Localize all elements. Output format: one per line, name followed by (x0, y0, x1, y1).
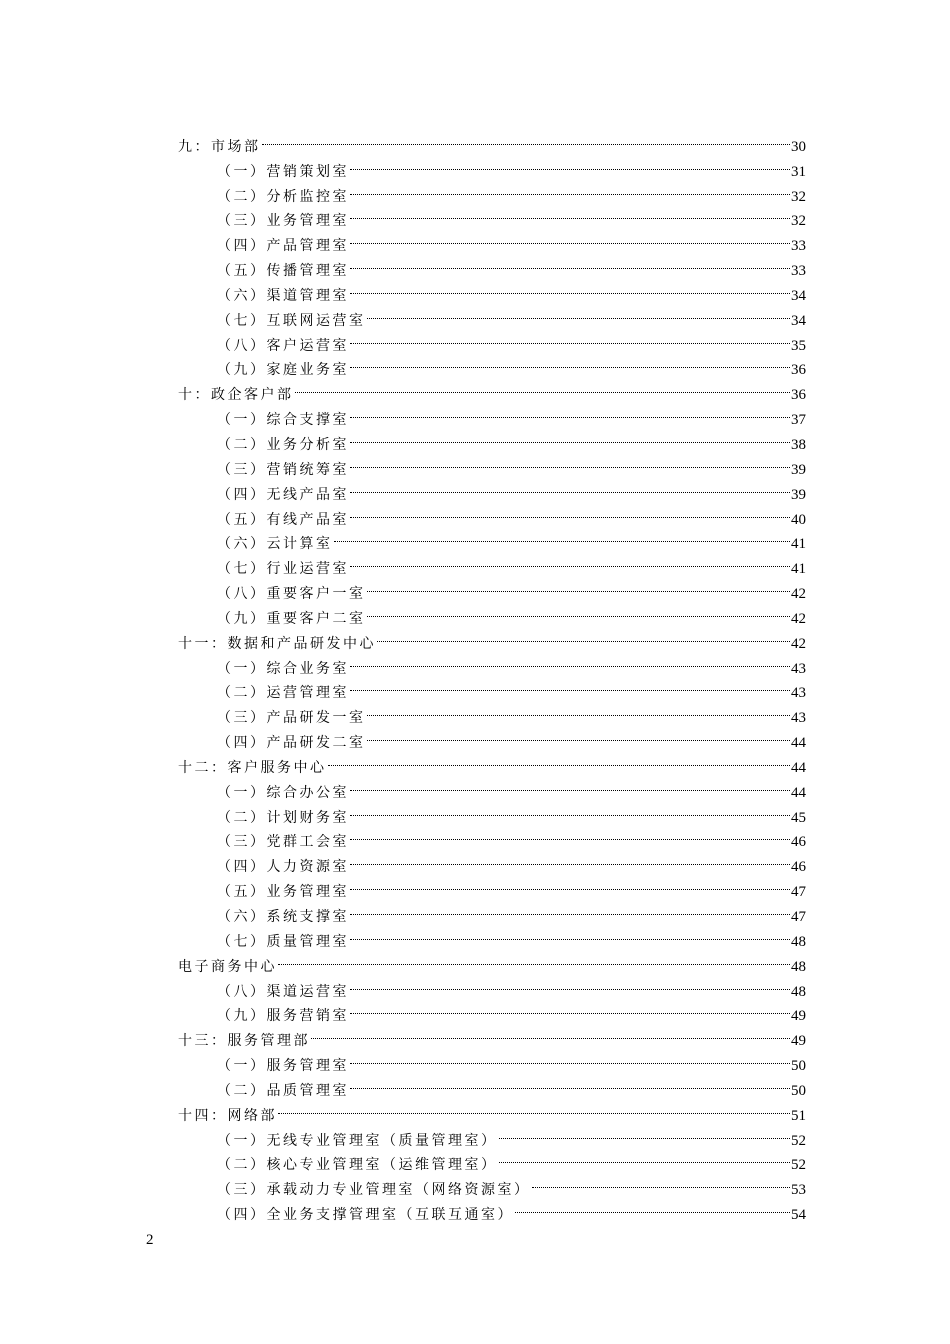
toc-entry-label: （六）渠道管理室 (217, 287, 349, 304)
toc-entry-label: （二）品质管理室 (217, 1082, 349, 1099)
toc-entry-page-number: 51 (791, 1107, 806, 1124)
toc-entry-label: （三）业务管理室 (217, 213, 349, 230)
toc-entry-label: （六）系统支撑室 (217, 909, 349, 925)
toc-dot-leader (350, 424, 790, 449)
toc-dot-leader (350, 151, 790, 176)
toc-dot-leader (350, 921, 790, 946)
toc-entry-label: （七）质量管理室 (217, 933, 349, 950)
toc-entry-label: 十二：客户服务中心 (178, 759, 327, 776)
toc-dot-leader (350, 673, 790, 698)
toc-entry-label: （一）无线专业管理室（质量管理室） (217, 1132, 498, 1149)
toc-entry-label: （一）综合业务室 (217, 660, 349, 677)
toc-entry-page-number: 38 (791, 436, 806, 453)
toc-entry-page-number: 50 (791, 1082, 806, 1099)
toc-entry-label: （二）计划财务室 (217, 809, 349, 826)
toc-dot-leader (377, 623, 790, 648)
toc-entry-label: 十：政企客户部 (178, 387, 294, 404)
toc-dot-leader (350, 499, 790, 524)
toc-entry-label: 十三：服务管理部 (178, 1033, 310, 1050)
toc-entry-page-number: 31 (791, 163, 806, 180)
toc-entry-label: （七）互联网运营室 (217, 312, 366, 329)
toc-dot-leader (350, 871, 790, 896)
toc-entry-page-number: 43 (791, 685, 806, 702)
toc-entry-page-number: 44 (791, 759, 806, 776)
toc-entry-label: （七）行业运营室 (217, 561, 349, 578)
toc-subsection-entry[interactable] (178, 151, 806, 180)
toc-dot-leader (350, 1070, 790, 1095)
toc-entry-label: （九）服务营销室 (217, 1008, 349, 1025)
toc-entry-page-number: 36 (791, 387, 806, 404)
toc-entry-label: （二）分析监控室 (217, 188, 349, 205)
toc-entry-page-number: 39 (791, 486, 806, 503)
toc-dot-leader (367, 573, 791, 598)
toc-dot-leader (278, 946, 790, 971)
toc-entry-label: 九：市场部 (178, 138, 261, 155)
toc-dot-leader (350, 325, 790, 350)
toc-dot-leader (350, 275, 790, 300)
toc-entry-label: （一）综合支撑室 (217, 412, 349, 429)
toc-dot-leader (350, 648, 790, 673)
toc-entry-page-number: 48 (791, 983, 806, 1000)
toc-entry-label: （四）产品研发二室 (217, 735, 366, 752)
toc-entry-label: （四）全业务支撑管理室（互联互通室） (217, 1207, 514, 1224)
toc-entry-page-number: 37 (791, 412, 806, 429)
toc-entry-label: （二）核心专业管理室（运维管理室） (217, 1157, 498, 1174)
toc-dot-leader (350, 1045, 790, 1070)
toc-entry-label: （二）业务分析室 (217, 436, 349, 453)
toc-entry-label: （五）业务管理室 (217, 884, 349, 901)
toc-entry-page-number: 46 (791, 859, 806, 876)
toc-entry-page-number: 42 (791, 610, 806, 627)
toc-entry-label: （一）营销策划室 (217, 163, 349, 180)
toc-entry-page-number: 34 (791, 312, 806, 329)
toc-entry-page-number: 42 (791, 635, 806, 652)
toc-dot-leader (350, 399, 790, 424)
toc-entry-page-number: 41 (791, 561, 806, 578)
toc-entry-page-number: 52 (791, 1132, 806, 1149)
toc-dot-leader (499, 1120, 791, 1145)
toc-dot-leader (311, 1020, 790, 1045)
toc-entry-page-number: 32 (791, 188, 806, 205)
toc-entry-label: （八）客户运营室 (217, 337, 349, 354)
toc-entry-page-number: 34 (791, 287, 806, 304)
toc-entry-label: （八）渠道运营室 (217, 983, 349, 1000)
toc-dot-leader (350, 971, 790, 996)
toc-entry-page-number: 35 (791, 337, 806, 354)
toc-entry-label: 电子商务中心 (178, 958, 277, 975)
toc-entry-page-number: 39 (791, 461, 806, 478)
toc-entry-page-number: 48 (791, 958, 806, 975)
toc-dot-leader (295, 374, 791, 399)
toc-dot-leader (350, 822, 790, 847)
toc-dot-leader (328, 747, 791, 772)
toc-entry-label: （三）产品研发一室 (217, 710, 366, 727)
toc-dot-leader (515, 1194, 790, 1219)
toc-dot-leader (350, 176, 790, 201)
toc-dot-leader (262, 126, 791, 151)
toc-dot-leader (350, 225, 790, 250)
toc-entry-page-number: 46 (791, 834, 806, 851)
toc-entry-label: （三）承载动力专业管理室（网络资源室） (217, 1182, 531, 1199)
toc-dot-leader (367, 722, 791, 747)
toc-dot-leader (367, 598, 791, 623)
toc-entry-page-number: 53 (791, 1182, 806, 1199)
toc-entry-page-number: 42 (791, 586, 806, 603)
toc-entry-label: （二）运营管理室 (217, 685, 349, 702)
toc-entry-label: （四）产品管理室 (217, 238, 349, 255)
toc-entry-page-number: 48 (791, 933, 806, 950)
toc-entry-label: 十一：数据和产品研发中心 (178, 635, 376, 652)
toc-entry-label: （九）重要客户二室 (217, 610, 366, 627)
toc-entry-label: （九）家庭业务室 (217, 362, 349, 379)
toc-entry-page-number: 40 (791, 511, 806, 528)
page-number: 2 (146, 1232, 154, 1248)
toc-entry-label: （五）传播管理室 (217, 263, 349, 280)
toc-entry-page-number: 44 (791, 784, 806, 801)
toc-entry-label: （六）云计算室 (217, 536, 333, 553)
toc-entry-page-number: 36 (791, 362, 806, 379)
toc-entry-page-number: 44 (791, 735, 806, 752)
toc-dot-leader (278, 1095, 790, 1120)
toc-entry-page-number: 45 (791, 809, 806, 826)
toc-dot-leader (350, 996, 790, 1021)
toc-entry-page-number: 30 (791, 138, 806, 155)
toc-dot-leader (350, 474, 790, 499)
toc-entry-page-number: 52 (791, 1157, 806, 1174)
toc-entry-label: （四）无线产品室 (217, 486, 349, 503)
toc-entry-label: （一）服务管理室 (217, 1058, 349, 1075)
toc-dot-leader (350, 201, 790, 226)
toc-entry-page-number: 49 (791, 1008, 806, 1025)
toc-entry-page-number: 41 (791, 536, 806, 553)
toc-entry-page-number: 54 (791, 1207, 806, 1224)
toc-dot-leader (350, 772, 790, 797)
toc-entry-label: （四）人力资源室 (217, 859, 349, 876)
toc-dot-leader (350, 548, 790, 573)
toc-entry-label: 十四：网络部 (178, 1107, 277, 1124)
toc-entry-page-number: 33 (791, 238, 806, 255)
toc-entry-page-number: 43 (791, 710, 806, 727)
toc-dot-leader (334, 524, 791, 549)
toc-section-entry[interactable] (178, 126, 806, 155)
toc-entry-label: （三）营销统筹室 (217, 461, 349, 478)
toc-dot-leader (350, 350, 790, 375)
toc-entry-label: （三）党群工会室 (217, 834, 349, 851)
toc-dot-leader (367, 697, 791, 722)
toc-entry-page-number: 33 (791, 263, 806, 280)
toc-dot-leader (350, 846, 790, 871)
toc-entry-page-number: 50 (791, 1058, 806, 1075)
toc-dot-leader (367, 300, 791, 325)
toc-dot-leader (350, 797, 790, 822)
toc-dot-leader (350, 250, 790, 275)
toc-entry-page-number: 49 (791, 1033, 806, 1050)
toc-entry-page-number: 47 (791, 909, 806, 925)
toc-dot-leader (499, 1145, 791, 1170)
toc-entry-label: （五）有线产品室 (217, 511, 349, 528)
toc-dot-leader (350, 896, 790, 921)
toc-dot-leader (532, 1169, 791, 1194)
toc-entry-label: （八）重要客户一室 (217, 586, 366, 603)
toc-entry-page-number: 43 (791, 660, 806, 677)
toc-entry-page-number: 47 (791, 884, 806, 901)
toc-dot-leader (350, 449, 790, 474)
toc-entry-page-number: 32 (791, 213, 806, 230)
table-of-contents (178, 126, 806, 1224)
toc-entry-label: （一）综合办公室 (217, 784, 349, 801)
